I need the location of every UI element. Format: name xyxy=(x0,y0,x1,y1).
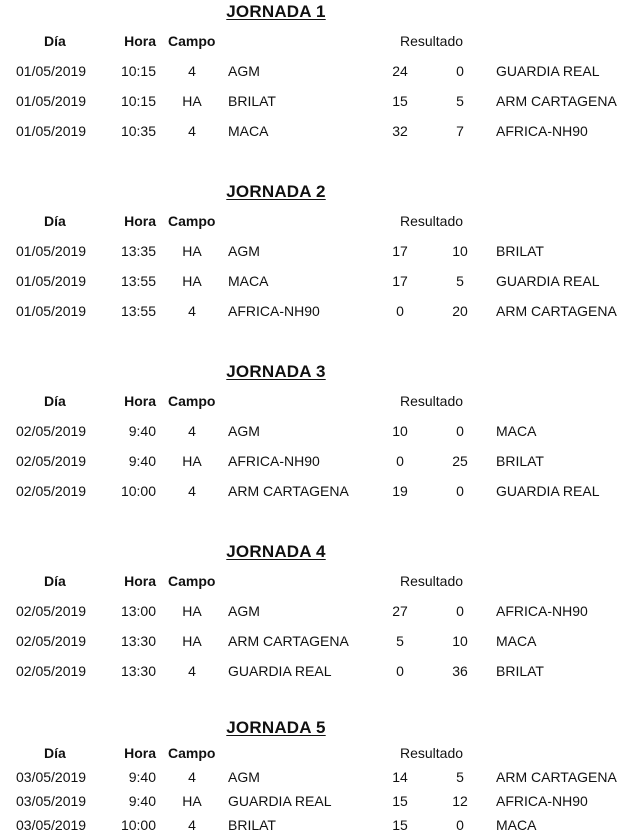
header-resultado: Resultado xyxy=(400,33,464,49)
away-score: 12 xyxy=(452,793,468,809)
match-row xyxy=(0,271,632,291)
jornada-title: JORNADA 5 xyxy=(226,718,326,737)
home-team: BRILAT xyxy=(228,93,276,109)
match-field: 4 xyxy=(188,123,196,139)
column-headers xyxy=(0,211,632,231)
header-resultado: Resultado xyxy=(400,745,464,761)
match-field: 4 xyxy=(188,483,196,499)
match-field: HA xyxy=(182,93,202,109)
match-date: 01/05/2019 xyxy=(16,243,87,259)
match-time: 13:00 xyxy=(120,603,156,619)
home-score: 15 xyxy=(392,93,408,109)
jornada-title: JORNADA 1 xyxy=(226,2,326,21)
home-team: AFRICA-NH90 xyxy=(228,303,320,319)
away-team: ARM CARTAGENA xyxy=(496,303,617,319)
match-time: 10:15 xyxy=(120,63,156,79)
home-team: MACA xyxy=(228,123,269,139)
match-time: 13:55 xyxy=(120,273,156,289)
header-hora: Hora xyxy=(124,33,156,49)
away-score: 10 xyxy=(452,633,468,649)
match-row xyxy=(0,121,632,141)
match-time: 9:40 xyxy=(128,423,156,439)
home-score: 15 xyxy=(392,817,408,833)
match-row xyxy=(0,791,632,811)
match-field: 4 xyxy=(188,423,196,439)
header-hora: Hora xyxy=(124,745,156,761)
home-score: 19 xyxy=(392,483,408,499)
home-score: 17 xyxy=(392,243,408,259)
away-team: BRILAT xyxy=(496,243,544,259)
away-score: 7 xyxy=(456,123,464,139)
column-headers xyxy=(0,31,632,51)
match-field: 4 xyxy=(188,769,196,785)
away-team: MACA xyxy=(496,423,537,439)
column-headers xyxy=(0,743,632,763)
home-team: AGM xyxy=(228,423,260,439)
match-time: 9:40 xyxy=(128,769,156,785)
match-time: 13:30 xyxy=(120,663,156,679)
match-date: 02/05/2019 xyxy=(16,483,87,499)
home-team: AGM xyxy=(228,769,260,785)
match-row xyxy=(0,451,632,471)
home-team: BRILAT xyxy=(228,817,276,833)
away-score: 0 xyxy=(456,63,464,79)
home-score: 0 xyxy=(396,303,404,319)
match-date: 01/05/2019 xyxy=(16,63,87,79)
match-row xyxy=(0,767,632,787)
match-row xyxy=(0,631,632,651)
header-hora: Hora xyxy=(124,213,156,229)
match-date: 02/05/2019 xyxy=(16,453,87,469)
match-field: HA xyxy=(182,793,202,809)
match-date: 03/05/2019 xyxy=(16,793,87,809)
match-date: 02/05/2019 xyxy=(16,603,87,619)
away-team: MACA xyxy=(496,817,537,833)
match-row xyxy=(0,91,632,111)
header-campo: Campo xyxy=(168,33,216,49)
match-time: 10:15 xyxy=(120,93,156,109)
away-score: 5 xyxy=(456,769,464,785)
home-score: 5 xyxy=(396,633,404,649)
match-row xyxy=(0,601,632,621)
match-row xyxy=(0,301,632,321)
home-score: 32 xyxy=(392,123,408,139)
away-team: AFRICA-NH90 xyxy=(496,793,588,809)
home-score: 17 xyxy=(392,273,408,289)
header-campo: Campo xyxy=(168,745,216,761)
match-row xyxy=(0,61,632,81)
home-team: AGM xyxy=(228,243,260,259)
match-date: 01/05/2019 xyxy=(16,93,87,109)
match-field: HA xyxy=(182,603,202,619)
away-team: AFRICA-NH90 xyxy=(496,603,588,619)
match-date: 01/05/2019 xyxy=(16,273,87,289)
match-row xyxy=(0,815,632,835)
away-score: 0 xyxy=(456,483,464,499)
header-dia: Día xyxy=(44,213,66,229)
home-team: AFRICA-NH90 xyxy=(228,453,320,469)
match-row xyxy=(0,421,632,441)
match-field: HA xyxy=(182,633,202,649)
header-campo: Campo xyxy=(168,573,216,589)
match-date: 02/05/2019 xyxy=(16,633,87,649)
header-hora: Hora xyxy=(124,573,156,589)
match-row xyxy=(0,481,632,501)
match-date: 03/05/2019 xyxy=(16,817,87,833)
jornada-title: JORNADA 4 xyxy=(226,542,326,561)
away-team: GUARDIA REAL xyxy=(496,483,600,499)
header-dia: Día xyxy=(44,573,66,589)
away-team: BRILAT xyxy=(496,453,544,469)
away-score: 5 xyxy=(456,93,464,109)
away-team: ARM CARTAGENA xyxy=(496,93,617,109)
match-date: 02/05/2019 xyxy=(16,663,87,679)
match-field: HA xyxy=(182,243,202,259)
away-score: 5 xyxy=(456,273,464,289)
match-time: 13:55 xyxy=(120,303,156,319)
away-team: ARM CARTAGENA xyxy=(496,769,617,785)
home-team: GUARDIA REAL xyxy=(228,663,332,679)
away-team: BRILAT xyxy=(496,663,544,679)
jornada-title: JORNADA 2 xyxy=(226,182,326,201)
home-score: 0 xyxy=(396,663,404,679)
home-score: 0 xyxy=(396,453,404,469)
match-date: 02/05/2019 xyxy=(16,423,87,439)
home-score: 27 xyxy=(392,603,408,619)
header-campo: Campo xyxy=(168,393,216,409)
header-resultado: Resultado xyxy=(400,393,464,409)
home-score: 24 xyxy=(392,63,408,79)
away-team: MACA xyxy=(496,633,537,649)
match-time: 9:40 xyxy=(128,453,156,469)
home-score: 15 xyxy=(392,793,408,809)
match-time: 9:40 xyxy=(128,793,156,809)
header-dia: Día xyxy=(44,745,66,761)
away-team: GUARDIA REAL xyxy=(496,63,600,79)
jornada-title: JORNADA 3 xyxy=(226,362,326,381)
match-time: 13:35 xyxy=(120,243,156,259)
home-score: 10 xyxy=(392,423,408,439)
column-headers xyxy=(0,571,632,591)
home-score: 14 xyxy=(392,769,408,785)
home-team: ARM CARTAGENA xyxy=(228,633,349,649)
away-team: AFRICA-NH90 xyxy=(496,123,588,139)
away-score: 36 xyxy=(452,663,468,679)
match-date: 01/05/2019 xyxy=(16,303,87,319)
home-team: AGM xyxy=(228,63,260,79)
away-score: 0 xyxy=(456,423,464,439)
home-team: ARM CARTAGENA xyxy=(228,483,349,499)
match-date: 03/05/2019 xyxy=(16,769,87,785)
home-team: AGM xyxy=(228,603,260,619)
match-row xyxy=(0,661,632,681)
header-dia: Día xyxy=(44,33,66,49)
header-dia: Día xyxy=(44,393,66,409)
match-field: 4 xyxy=(188,663,196,679)
match-time: 10:00 xyxy=(120,817,156,833)
away-team: GUARDIA REAL xyxy=(496,273,600,289)
match-time: 10:35 xyxy=(120,123,156,139)
header-hora: Hora xyxy=(124,393,156,409)
home-team: GUARDIA REAL xyxy=(228,793,332,809)
home-team: MACA xyxy=(228,273,269,289)
away-score: 20 xyxy=(452,303,468,319)
match-time: 10:00 xyxy=(120,483,156,499)
header-resultado: Resultado xyxy=(400,213,464,229)
away-score: 0 xyxy=(456,603,464,619)
away-score: 0 xyxy=(456,817,464,833)
match-date: 01/05/2019 xyxy=(16,123,87,139)
away-score: 25 xyxy=(452,453,468,469)
match-field: HA xyxy=(182,273,202,289)
match-field: 4 xyxy=(188,303,196,319)
match-time: 13:30 xyxy=(120,633,156,649)
header-resultado: Resultado xyxy=(400,573,464,589)
column-headers xyxy=(0,391,632,411)
away-score: 10 xyxy=(452,243,468,259)
match-field: HA xyxy=(182,453,202,469)
match-row xyxy=(0,241,632,261)
match-field: 4 xyxy=(188,817,196,833)
match-field: 4 xyxy=(188,63,196,79)
header-campo: Campo xyxy=(168,213,216,229)
